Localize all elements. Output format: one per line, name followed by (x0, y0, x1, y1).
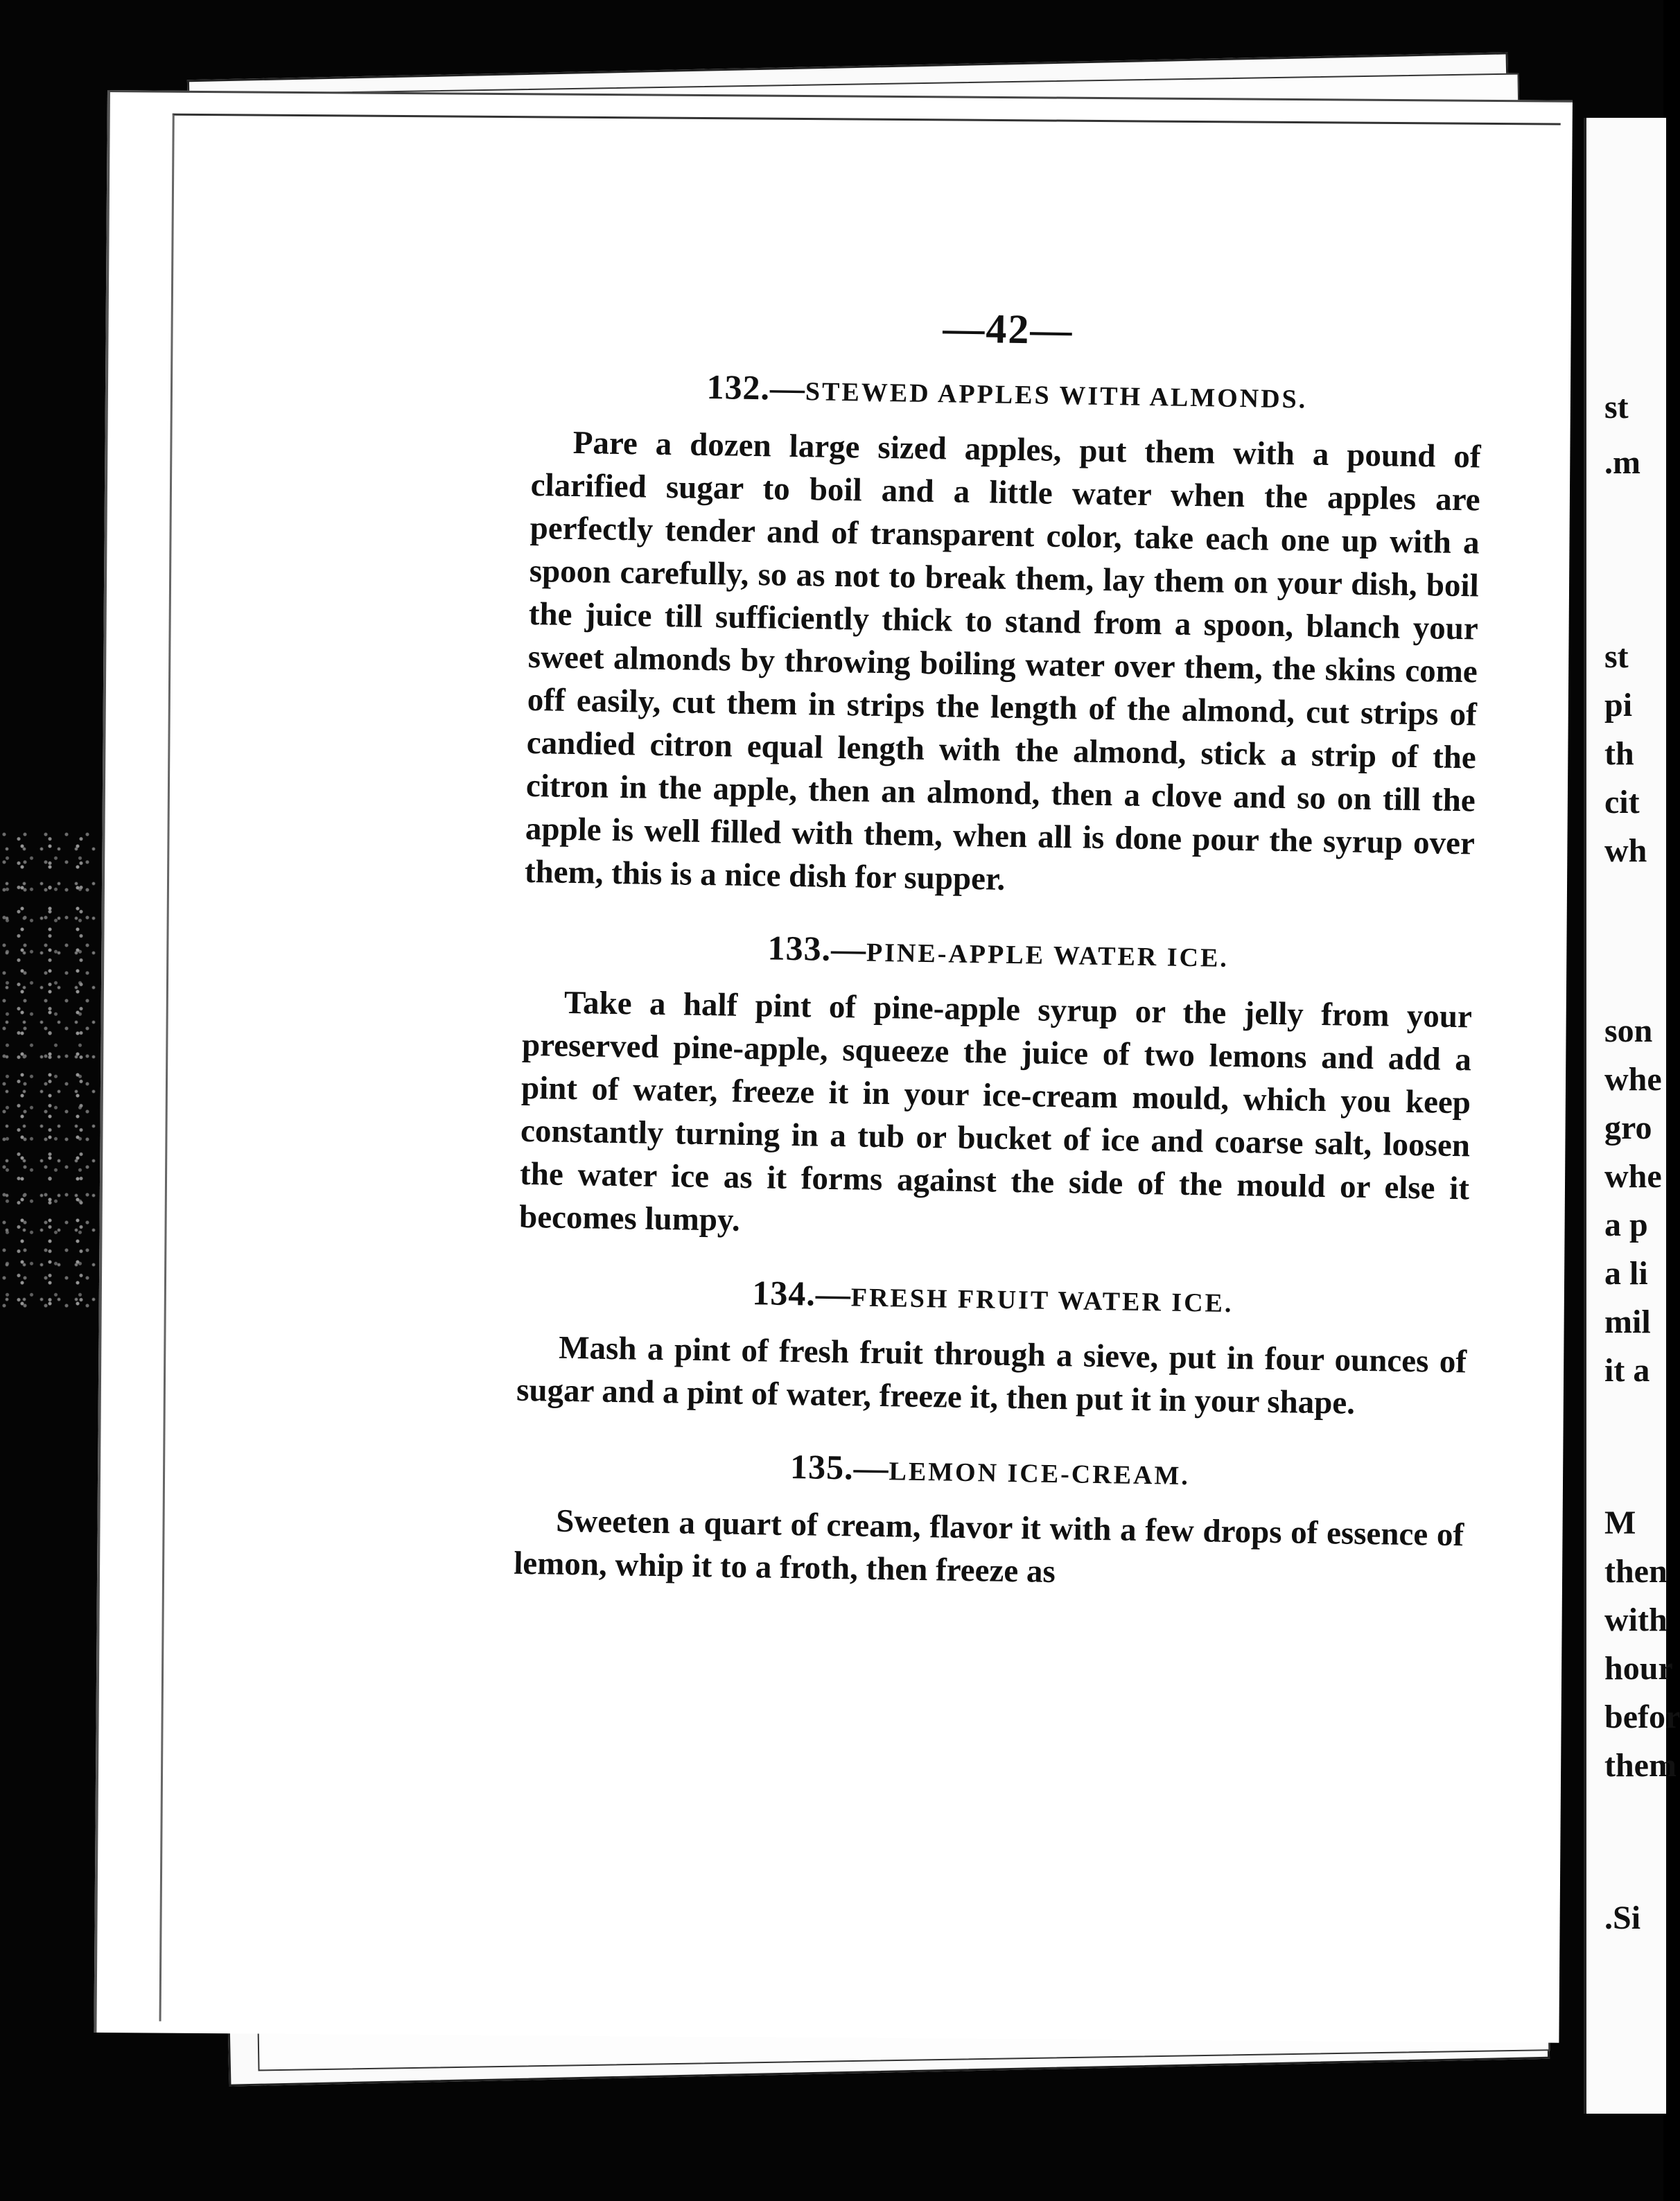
recipe-number: 133.— (767, 928, 867, 969)
facing-page-fragment: then (1604, 1553, 1668, 1590)
recipe-132 (525, 364, 1482, 908)
recipe-number: 135.— (789, 1447, 890, 1488)
facing-page-fragment: st (1604, 389, 1629, 426)
facing-page-fragment: them (1604, 1747, 1677, 1784)
page-content (513, 298, 1483, 1630)
facing-page-fragment: hour (1604, 1650, 1673, 1687)
facing-page-fragment: befor (1604, 1699, 1680, 1735)
facing-page-fragment: M (1604, 1505, 1636, 1541)
recipe-name: FRESH FRUIT WATER ICE. (850, 1283, 1234, 1319)
facing-page-fragment: a p (1604, 1207, 1648, 1243)
recipe-133 (519, 924, 1473, 1253)
facing-page-fragment: pi (1604, 687, 1633, 724)
facing-page-fragment: .Si (1604, 1900, 1641, 1936)
facing-page-fragment: a li (1604, 1255, 1648, 1292)
facing-page-fragment: cit (1604, 784, 1640, 821)
recipe-title (523, 924, 1473, 979)
facing-page-fragment: whe (1604, 1061, 1662, 1098)
recipe-title (532, 364, 1482, 419)
facing-page-fragment: mil (1604, 1304, 1651, 1340)
facing-page-fragment: son (1604, 1012, 1653, 1049)
recipe-name: STEWED APPLES WITH ALMONDS. (805, 377, 1308, 414)
recipe-name: LEMON ICE-CREAM. (889, 1457, 1191, 1491)
facing-page-fragment: whe (1604, 1158, 1662, 1195)
facing-page-fragment: st (1604, 638, 1629, 675)
recipe-number: 134.— (751, 1273, 852, 1314)
recipe-title (515, 1442, 1465, 1498)
recipe-number: 132.— (706, 367, 806, 408)
recipe-body: Pare a dozen large sized apples, put them with a pound of clarified sugar to boil and a little water when the apples are perfectly tender and of transparent color, take each one up with a spoon carefully, so as not to break them, lay them on your dish, boil the juice till sufficiently thick to stand from a spoon, blanch your sweet almonds by throwing boiling water over them, the skins come off easily, cut them in strips the length of the almond, cut strips of candied citron equal length with the almond, stick a strip of the citron in the apple, then an almond, then a clove and so on till the apple is well filled with them, when all is done pour the syrup over them, this is a nice dish for supper. (524, 424, 1481, 897)
facing-page-fragment: gro (1604, 1110, 1652, 1146)
background-speckle (0, 832, 104, 1317)
recipe-135 (514, 1442, 1465, 1599)
recipe-134 (516, 1269, 1468, 1426)
recipe-body: Sweeten a quart of cream, flavor it with a few drops of essence of lemon, whip it to a froth, then freeze as (513, 1502, 1464, 1590)
recipe-body: Mash a pint of fresh fruit through a sieve, put in four ounces of sugar and a pint of water, freeze it, then put it in your shape. (516, 1329, 1467, 1421)
facing-page-fragment: th (1604, 735, 1634, 772)
page-number: —42— (942, 305, 1074, 353)
facing-page-fragment: with (1604, 1602, 1668, 1638)
recipe-body: Take a half pint of pine-apple syrup or the jelly from your preserved pine-apple, squeeze the juice of two lemons and add a pint of water, freeze it in your ice-cream mould, which you keep constantly turning in a tub or bucket of ice and coarse salt, loosen the water ice as it forms against the side of the mould or else it becomes lumpy. (518, 984, 1473, 1238)
recipe-title (518, 1269, 1468, 1324)
facing-page-fragment: wh (1604, 832, 1647, 869)
facing-page-fragment: it a (1604, 1352, 1650, 1389)
facing-page-fragment: .m (1604, 444, 1640, 481)
recipe-name: PINE-APPLE WATER ICE. (866, 938, 1230, 973)
